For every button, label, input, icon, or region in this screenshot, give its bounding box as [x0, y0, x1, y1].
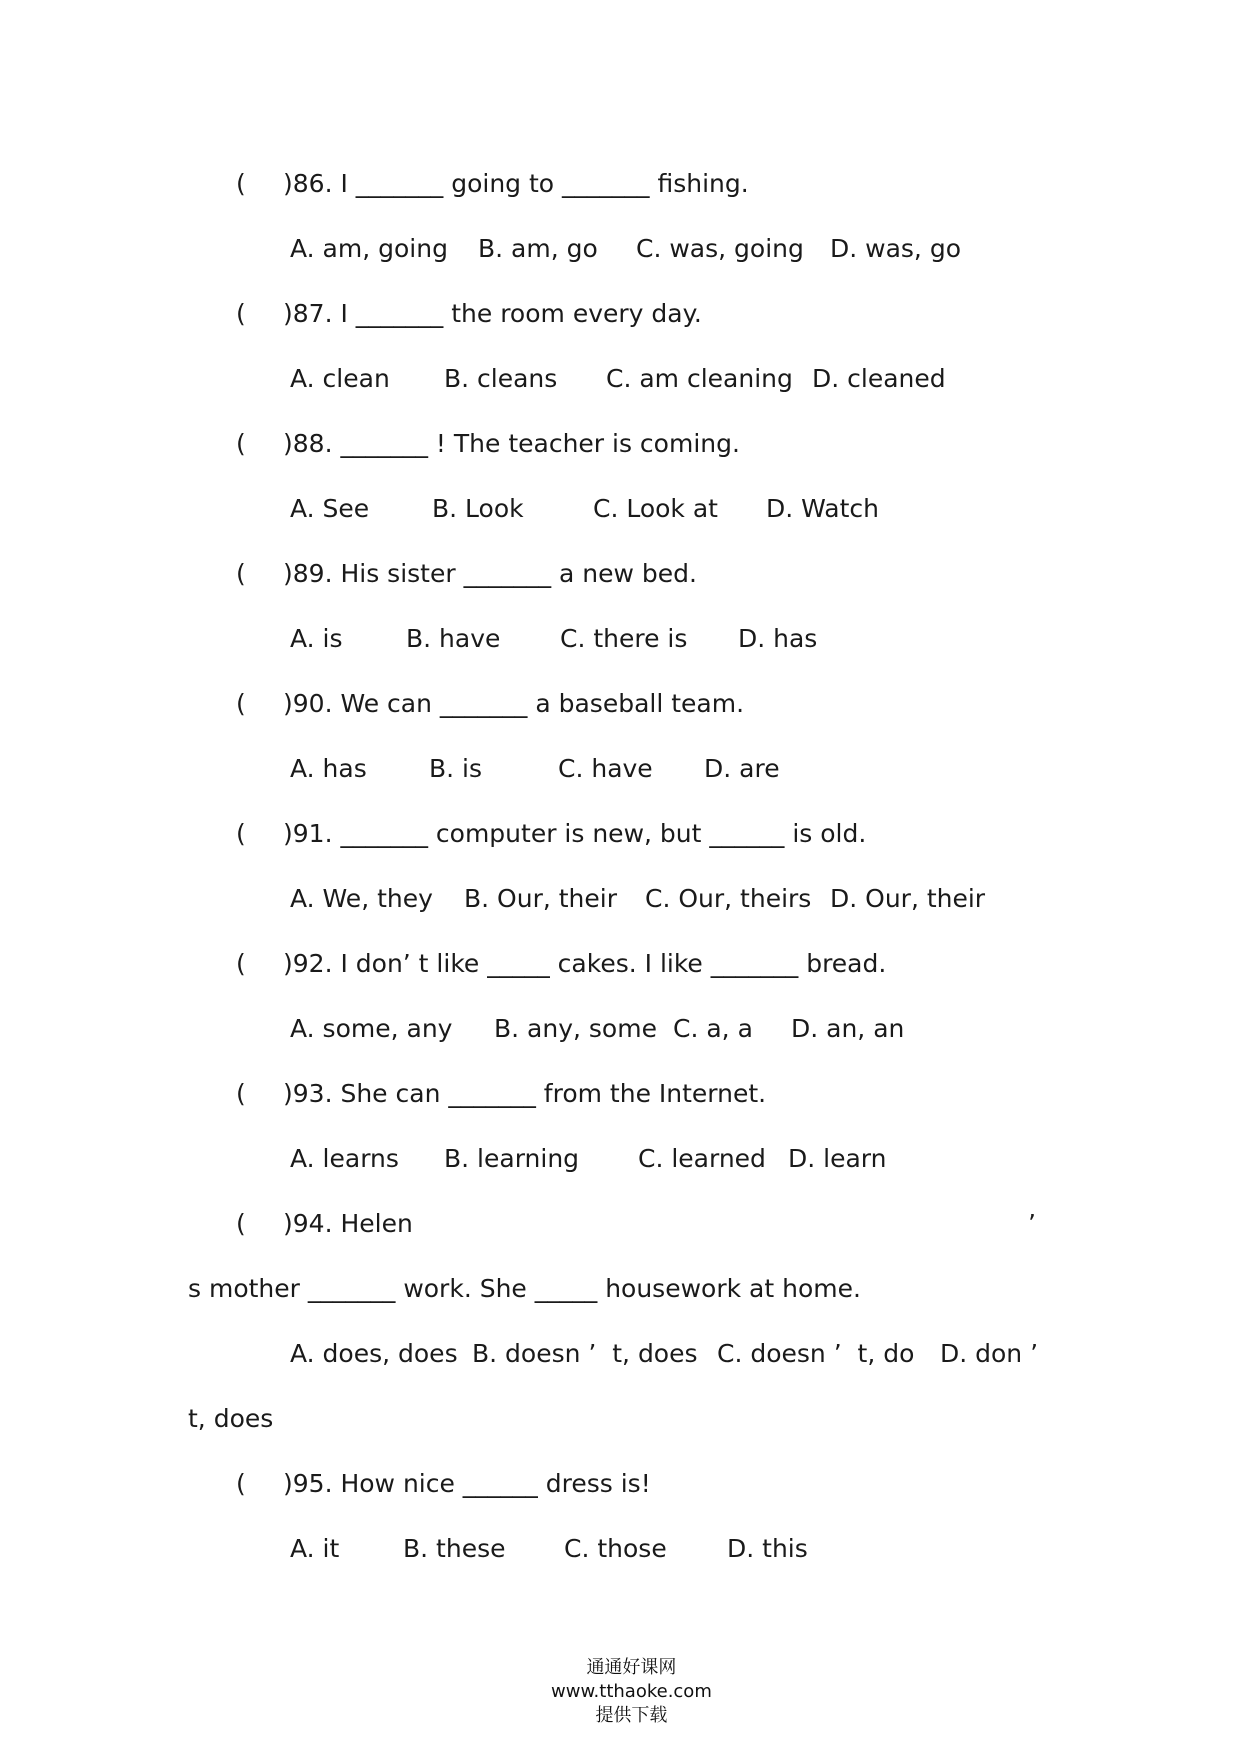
answer-paren: (: [236, 559, 246, 588]
option-d: D. cleaned: [812, 364, 946, 393]
option-a: A. learns: [290, 1144, 399, 1173]
question-86-stem: )86. I _______ going to _______ fishing.: [283, 169, 749, 198]
option-c: C. Our, theirs: [645, 884, 812, 913]
question-94-apostrophe: ’: [1028, 1209, 1036, 1238]
option-c: C. was, going: [636, 234, 804, 263]
question-91-stem: )91. _______ computer is new, but ______ is old.: [283, 819, 867, 848]
option-b: B. any, some: [494, 1014, 657, 1043]
question-89-stem: )89. His sister _______ a new bed.: [283, 559, 697, 588]
option-c: C. there is: [560, 624, 688, 653]
option-d: D. Our, their: [830, 884, 986, 913]
option-c: C. doesn ’ t, do: [717, 1339, 915, 1368]
question-94-stem: )94. Helen: [283, 1209, 413, 1238]
question-92-stem: )92. I don’ t like _____ cakes. I like _______ bread.: [283, 949, 887, 978]
option-c: C. have: [558, 754, 653, 783]
option-a: A. has: [290, 754, 367, 783]
option-d: D. this: [727, 1534, 808, 1563]
option-b: B. Our, their: [464, 884, 617, 913]
answer-paren: (: [236, 1079, 246, 1108]
option-a: A. it: [290, 1534, 340, 1563]
option-b: B. am, go: [478, 234, 598, 263]
option-b: B. these: [403, 1534, 506, 1563]
question-95-stem: )95. How nice ______ dress is!: [283, 1469, 651, 1498]
option-a: A. am, going: [290, 234, 448, 263]
option-b: B. doesn ’ t, does: [472, 1339, 698, 1368]
question-94-stem-continued: s mother _______ work. She _____ housework at home.: [188, 1274, 861, 1303]
question-94-options-continued: t, does: [188, 1404, 274, 1433]
question-90-stem: )90. We can _______ a baseball team.: [283, 689, 745, 718]
option-b: B. learning: [444, 1144, 580, 1173]
option-d: D. Watch: [766, 494, 879, 523]
footer-tagline: 提供下载: [595, 1705, 668, 1726]
option-b: B. Look: [432, 494, 524, 523]
option-b: B. have: [406, 624, 501, 653]
option-d: D. an, an: [791, 1014, 905, 1043]
option-a: A. does, does: [290, 1339, 458, 1368]
option-a: A. See: [290, 494, 370, 523]
answer-paren: (: [236, 429, 246, 458]
option-c: C. those: [564, 1534, 667, 1563]
option-a: A. some, any: [290, 1014, 453, 1043]
footer-site-name: 通通好课网: [586, 1657, 677, 1678]
answer-paren: (: [236, 299, 246, 328]
option-a: A. clean: [290, 364, 390, 393]
footer-url[interactable]: www.tthaoke.com: [551, 1681, 712, 1702]
answer-paren: (: [236, 819, 246, 848]
answer-paren: (: [236, 949, 246, 978]
option-b: B. is: [429, 754, 483, 783]
question-93-stem: )93. She can _______ from the Internet.: [283, 1079, 767, 1108]
page-footer: [0, 1632, 1240, 1752]
option-d: D. has: [738, 624, 818, 653]
option-c: C. a, a: [673, 1014, 753, 1043]
answer-paren: (: [236, 169, 246, 198]
question-88-stem: )88. _______ ! The teacher is coming.: [283, 429, 740, 458]
question-87-stem: )87. I _______ the room every day.: [283, 299, 702, 328]
option-d: D. was, go: [830, 234, 961, 263]
option-a: A. We, they: [290, 884, 433, 913]
option-d: D. learn: [788, 1144, 887, 1173]
answer-paren: (: [236, 689, 246, 718]
option-c: C. am cleaning: [606, 364, 793, 393]
answer-paren: (: [236, 1469, 246, 1498]
option-c: C. learned: [638, 1144, 766, 1173]
answer-paren: (: [236, 1209, 246, 1238]
option-d: D. are: [704, 754, 780, 783]
option-d: D. don ’: [940, 1339, 1039, 1368]
option-a: A. is: [290, 624, 343, 653]
option-c: C. Look at: [593, 494, 718, 523]
option-b: B. cleans: [444, 364, 558, 393]
